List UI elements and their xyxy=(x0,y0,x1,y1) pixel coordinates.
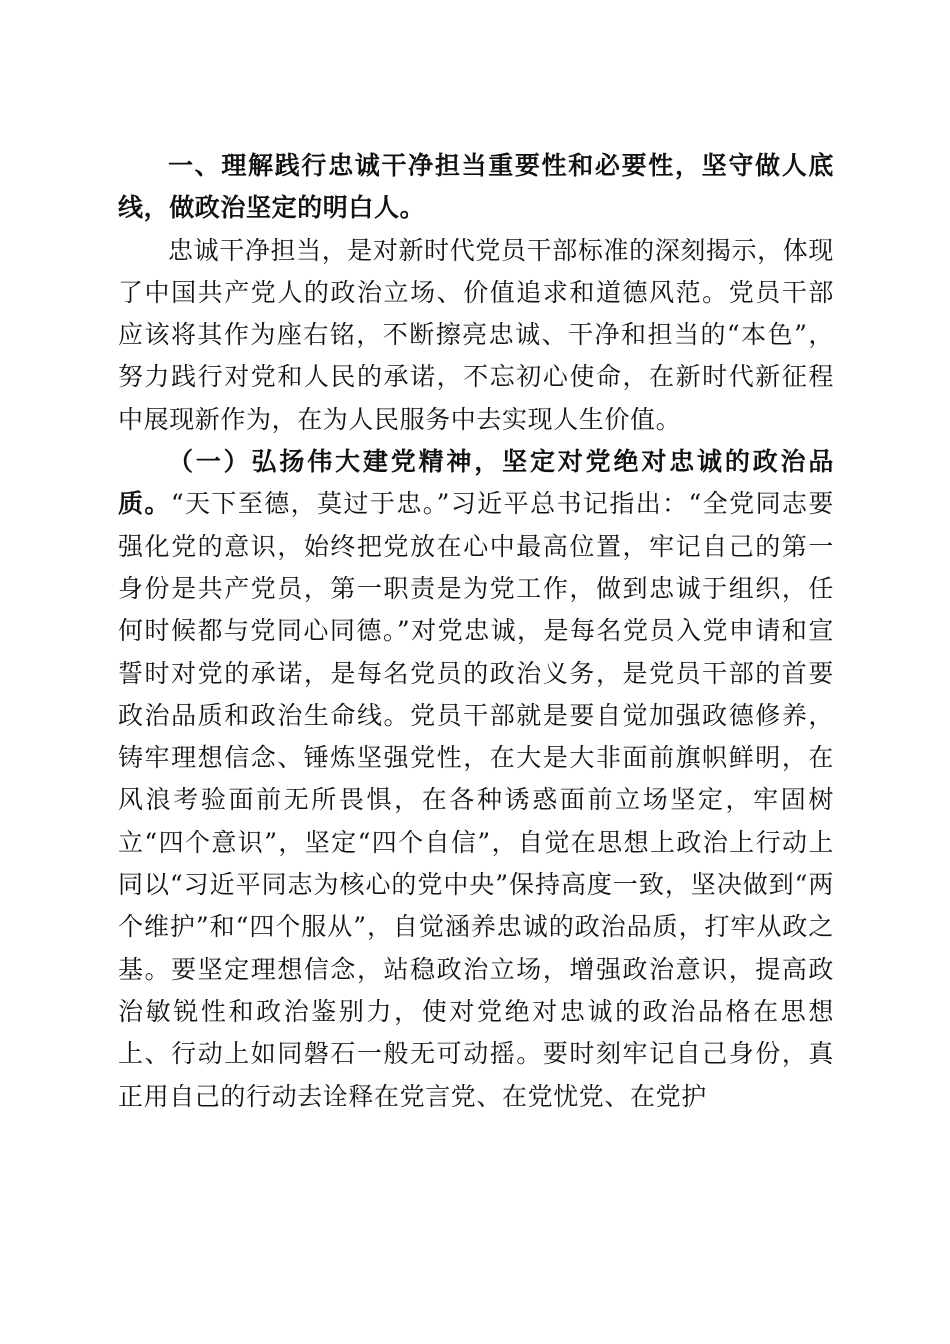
paragraph xyxy=(118,441,834,1118)
paragraph-body: “天下至德，莫过于忠。”习近平总书记指出：“全党同志要强化党的意识，始终把党放在心中最高位置，牢记自己的第一身份是共产党员，第一职责是为党工作，做到忠诚于组织，任何时候都与党同心同德。”对党忠诚，是每名党员入党申请和宣誓时对党的承诺，是每名党员的政治义务，是党员干部的首要政治品质和政治生命线。党员干部就是要自觉加强政德修养，铸牢理想信念、锤炼坚强党性，在大是大非面前旗帜鲜明，在风浪考验面前无所畏惧，在各种诱惑面前立场坚定，牢固树立“四个意识”，坚定“四个自信”，自觉在思想上政治上行动上同以“习近平同志为核心的党中央”保持高度一致，坚决做到“两个维护”和“四个服从”，自觉涵养忠诚的政治品质，打牢从政之基。要坚定理想信念，站稳政治立场，增强政治意识，提高政治敏锐性和政治鉴别力，使对党绝对忠诚的政治品格在思想上、行动上如同磐石一般无可动摇。要时刻牢记自己身份，真正用自己的行动去诠释在党言党、在党忧党、在党护 xyxy=(118,489,834,1111)
paragraph: 忠诚干净担当，是对新时代党员干部标准的深刻揭示，体现了中国共产党人的政治立场、价值追求和道德风范。党员干部应该将其作为座右铭，不断擦亮忠诚、干净和担当的“本色”，努力践行对党和人民的承诺，不忘初心使命，在新时代新征程中展现新作为，在为人民服务中去实现人生价值。 xyxy=(118,235,834,434)
document-body xyxy=(118,145,834,1118)
section-heading: 一、理解践行忠诚干净担当重要性和必要性，坚守做人底线，做政治坚定的明白人。 xyxy=(118,151,834,223)
subsection-heading: （一）弘扬伟大建党精神，坚定对党绝对忠诚的政治品质。 xyxy=(118,447,834,519)
